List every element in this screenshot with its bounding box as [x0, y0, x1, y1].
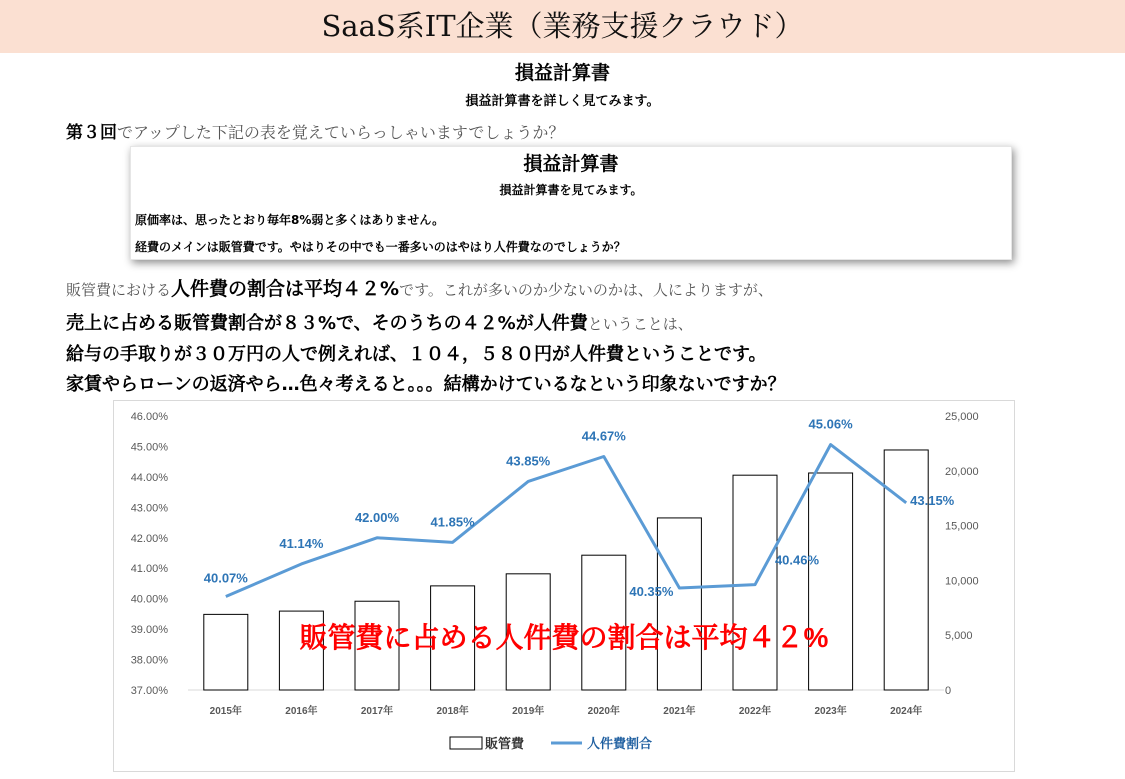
- data-label-8: 40.46%: [774, 552, 820, 568]
- x-tick-label: 2021年: [663, 706, 696, 717]
- x-tick-label: 2015年: [209, 706, 242, 717]
- x-tick-label: 2016年: [285, 706, 318, 717]
- y-right-tick-label: 10,000: [945, 575, 979, 588]
- data-label-2: 41.14%: [279, 535, 324, 551]
- bar-7: [657, 518, 701, 690]
- y-left-tick-label: 45.00%: [130, 441, 168, 454]
- line-series-人件費割合: [226, 445, 906, 600]
- legend-swatch-bar: [450, 737, 482, 749]
- p2-a: 売上に占める販管費割合が８３%で、そのうちの４２%が人件費: [66, 313, 588, 334]
- data-label-7: 40.35%: [629, 584, 674, 600]
- data-label-1: 40.07%: [203, 570, 248, 586]
- x-tick-label: 2020年: [587, 706, 620, 717]
- p1-c: です。これが多いのか少ないのかは、人によりますが、: [399, 281, 773, 299]
- p1-b: 人件費の割合は平均４２%: [171, 278, 400, 300]
- y-right-tick-label: 15,000: [945, 520, 979, 533]
- data-label-6: 44.67%: [581, 428, 626, 444]
- x-tick-label: 2023年: [814, 706, 847, 717]
- card-line-2: 経費のメインは販管費です。やはりその中でも一番多いのはやはり人件費なのでしょうか？: [135, 240, 626, 254]
- x-tick-label: 2022年: [738, 706, 772, 717]
- y-left-tick-label: 44.00%: [130, 471, 168, 484]
- y-left-tick-label: 37.00%: [130, 685, 168, 697]
- paragraph-4: 家賃やらローンの返済やら…色々考えると。。。結構かけているなという印象ないですか？: [66, 374, 786, 395]
- legend-label-line: 人件費割合: [587, 736, 653, 751]
- banner-title: SaaS系IT企業（業務支援クラウド）: [0, 0, 1125, 53]
- intro-bold: 第３回: [66, 123, 117, 143]
- data-label-9: 45.06%: [808, 416, 853, 432]
- y-right-tick-label: 25,000: [945, 411, 979, 423]
- legend-label-bar: 販管費: [485, 736, 525, 751]
- card-line-1: 原価率は、思ったとおり毎年8%弱と多くはありません。: [135, 213, 445, 227]
- y-right-tick-label: 0: [945, 685, 952, 697]
- x-tick-label: 2019年: [512, 706, 545, 717]
- intro-rest: でアップした下記の表を覚えていらっしゃいますでしょうか？: [117, 123, 565, 142]
- y-left-tick-label: 39.00%: [130, 624, 168, 637]
- p1-a: 販管費における: [66, 281, 172, 299]
- combo-chart: [114, 401, 1014, 771]
- y-right-tick-label: 5,000: [945, 630, 973, 643]
- x-tick-label: 2024年: [890, 706, 923, 717]
- chart-container: [113, 400, 1015, 772]
- y-left-tick-label: 43.00%: [130, 502, 168, 515]
- chart-annotation: 販管費に占める人件費の割合は平均４２%: [299, 622, 829, 653]
- data-label-4: 41.85%: [430, 514, 475, 530]
- x-tick-label: 2018年: [436, 706, 469, 717]
- data-label-5: 43.85%: [506, 453, 551, 469]
- y-left-tick-label: 42.00%: [130, 532, 168, 545]
- data-label-3: 42.00%: [354, 509, 400, 525]
- y-left-tick-label: 46.00%: [130, 411, 168, 423]
- card-subtitle: 損益計算書を見てみます。: [499, 183, 643, 197]
- y-left-tick-label: 41.00%: [130, 563, 168, 576]
- paragraph-2: [66, 309, 693, 335]
- x-tick-label: 2017年: [360, 706, 394, 717]
- bar-1: [204, 614, 248, 690]
- pl-summary-card: [130, 146, 1012, 260]
- intro-text: [66, 118, 564, 143]
- p2-b: ということは、: [587, 315, 693, 333]
- y-left-tick-label: 38.00%: [130, 654, 168, 667]
- page-title: 損益計算書: [514, 62, 610, 84]
- y-left-tick-label: 40.00%: [130, 593, 168, 606]
- paragraph-3: 給与の手取りが３０万円の人で例えれば、１０４，５８０円が人件費ということです。: [66, 344, 767, 365]
- card-title: 損益計算書: [523, 153, 619, 175]
- bar-9: [809, 473, 853, 690]
- page-subtitle: 損益計算書を詳しく見てみます。: [465, 94, 660, 109]
- bar-10: [884, 450, 928, 690]
- paragraph-1: [66, 274, 773, 301]
- y-right-tick-label: 20,000: [945, 465, 979, 478]
- data-label-10: 43.15%: [910, 492, 955, 508]
